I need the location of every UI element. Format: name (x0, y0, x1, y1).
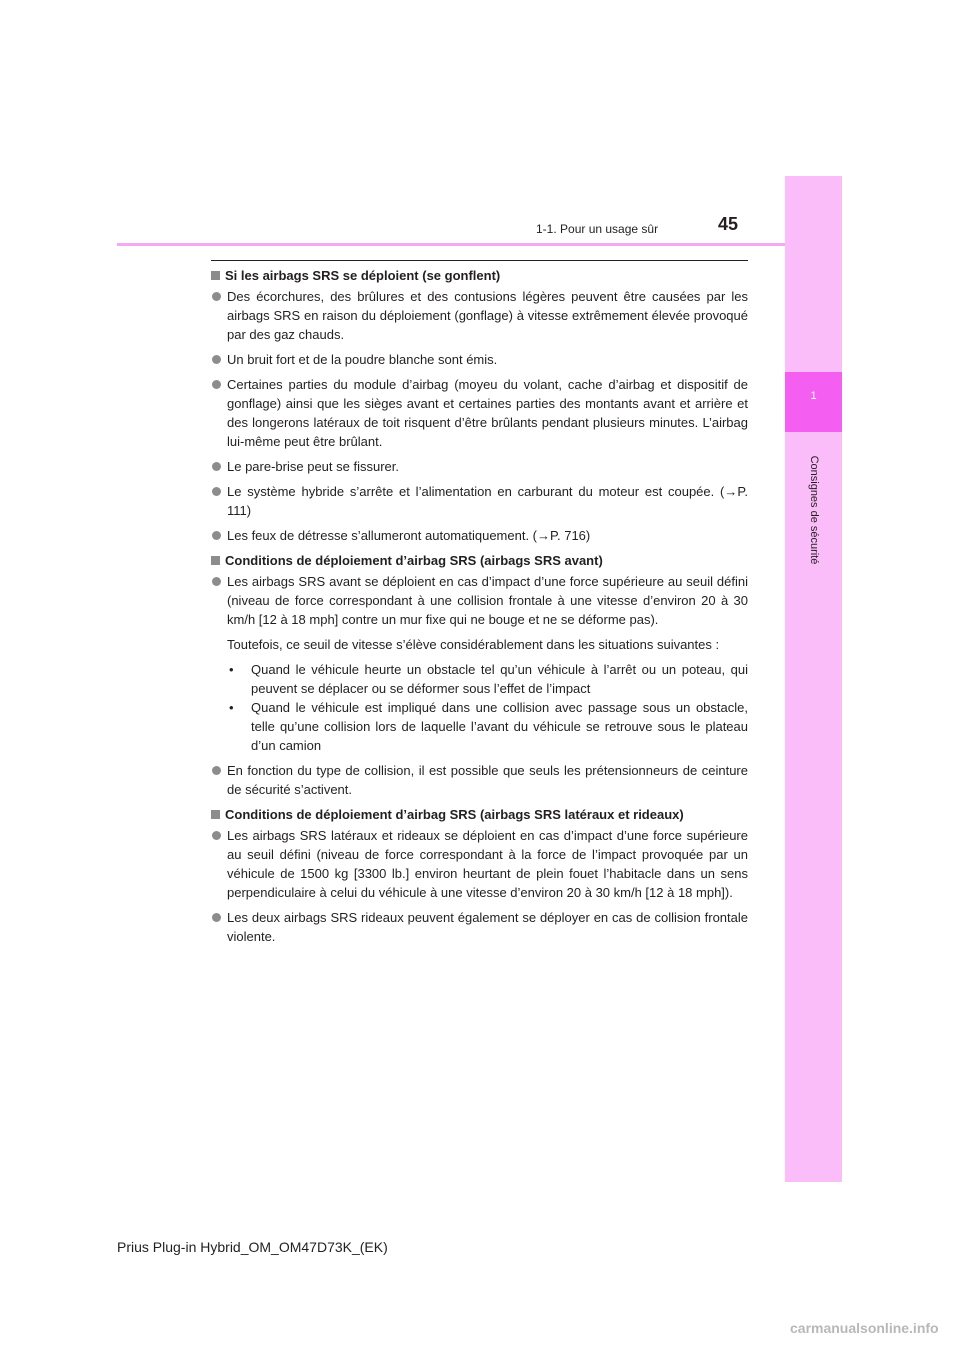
heading-text: Conditions de déploiement d’airbag SRS (airbags SRS avant) (225, 553, 603, 568)
chapter-tab-active (785, 372, 842, 432)
circle-bullet-icon (212, 355, 221, 364)
section-heading (211, 805, 748, 824)
list-item: Un bruit fort et de la poudre blanche sont émis. (211, 350, 748, 369)
chapter-label-wrap (786, 440, 841, 580)
circle-bullet-icon (212, 462, 221, 471)
circle-bullet-icon (212, 487, 221, 496)
circle-bullet-icon (212, 577, 221, 586)
heading-text: Si les airbags SRS se déploient (se gonflent) (225, 268, 501, 283)
circle-bullet-icon (212, 913, 221, 922)
list-item: En fonction du type de collision, il est possible que seuls les prétensionneurs de ceinture de sécurité s’activent. (211, 761, 748, 799)
chapter-side-tab (785, 176, 842, 1182)
list-item: Certaines parties du module d’airbag (moyeu du volant, cache d’airbag et dispositif de gonflage) ainsi que les sièges avant et certaines parties des montants avant et arrière et des longerons latéraux de toit risquent d’être brûlants pendant plusieurs minutes. L’airbag lui-même peut être brûlant. (211, 375, 748, 451)
footer-document-id: Prius Plug-in Hybrid_OM_OM47D73K_(EK) (117, 1239, 388, 1255)
chapter-label: Consignes de sécurité (807, 455, 820, 565)
heading-text: Conditions de déploiement d’airbag SRS (airbags SRS latéraux et rideaux) (225, 807, 684, 822)
circle-bullet-icon (212, 380, 221, 389)
list-item: Les deux airbags SRS rideaux peuvent également se déployer en cas de collision frontale violente. (211, 908, 748, 946)
section-heading (211, 551, 748, 570)
square-bullet-icon (211, 810, 220, 819)
section-title: 1-1. Pour un usage sûr (536, 222, 659, 236)
page-number: 45 (718, 214, 739, 234)
list-item: Les feux de détresse s’allumeront automatiquement. (→P. 716) (211, 526, 748, 545)
watermark: carmanualsonline.info (790, 1320, 939, 1336)
square-bullet-icon (211, 556, 220, 565)
chapter-number: 1 (810, 390, 817, 402)
list-item: Les airbags SRS avant se déploient en cas d’impact d’une force supérieure au seuil défini (niveau de force correspondant à une collision frontale à une vitesse d’environ 20 à 30 km/h [12 à 18 mph] contre un mur fixe qui ne bouge et ne se déforme pas). (211, 572, 748, 629)
circle-bullet-icon (212, 831, 221, 840)
circle-bullet-icon (212, 531, 221, 540)
square-bullet-icon (211, 271, 220, 280)
header-rule (117, 243, 785, 246)
paragraph: Toutefois, ce seuil de vitesse s’élève considérablement dans les situations suivantes : (227, 637, 720, 652)
list-item: Des écorchures, des brûlures et des contusions légères peuvent être causées par les airbags SRS en raison du déploiement (gonflage) à vitesse extrêmement élevée provoqué par des gaz chauds. (211, 287, 748, 344)
circle-bullet-icon (212, 766, 221, 775)
section-heading (211, 266, 748, 285)
list-item: Les airbags SRS latéraux et rideaux se déploient en cas d’impact d’une force supérieure au seuil défini (niveau de force correspondant à la force de l’impact provoquée par un véhicule de 1500 kg [3300 lb.] environ heurtant de plein fouet l’habitacle dans un sens perpendiculaire à celui du véhicule à une vitesse d’environ 20 à 30 km/h [12 à 18 mph]). (211, 826, 748, 902)
sub-list-item: • Quand le véhicule heurte un obstacle tel qu’un véhicule à l’arrêt ou un poteau, qui peuvent se déplacer ou se déformer sous l’effet de l’impact (229, 662, 748, 696)
content-rule (211, 260, 748, 261)
sub-list-item: • Quand le véhicule est impliqué dans une collision avec passage sous un obstacle, telle qu’une collision lors de laquelle l’avant du véhicule se retrouve sous le plateau d’un camion (229, 700, 748, 753)
main-content (211, 266, 748, 952)
list-item: Le système hybride s’arrête et l’alimentation en carburant du moteur est coupée. (→P. 111) (211, 482, 748, 520)
list-item: Le pare-brise peut se fissurer. (211, 457, 748, 476)
circle-bullet-icon (212, 292, 221, 301)
